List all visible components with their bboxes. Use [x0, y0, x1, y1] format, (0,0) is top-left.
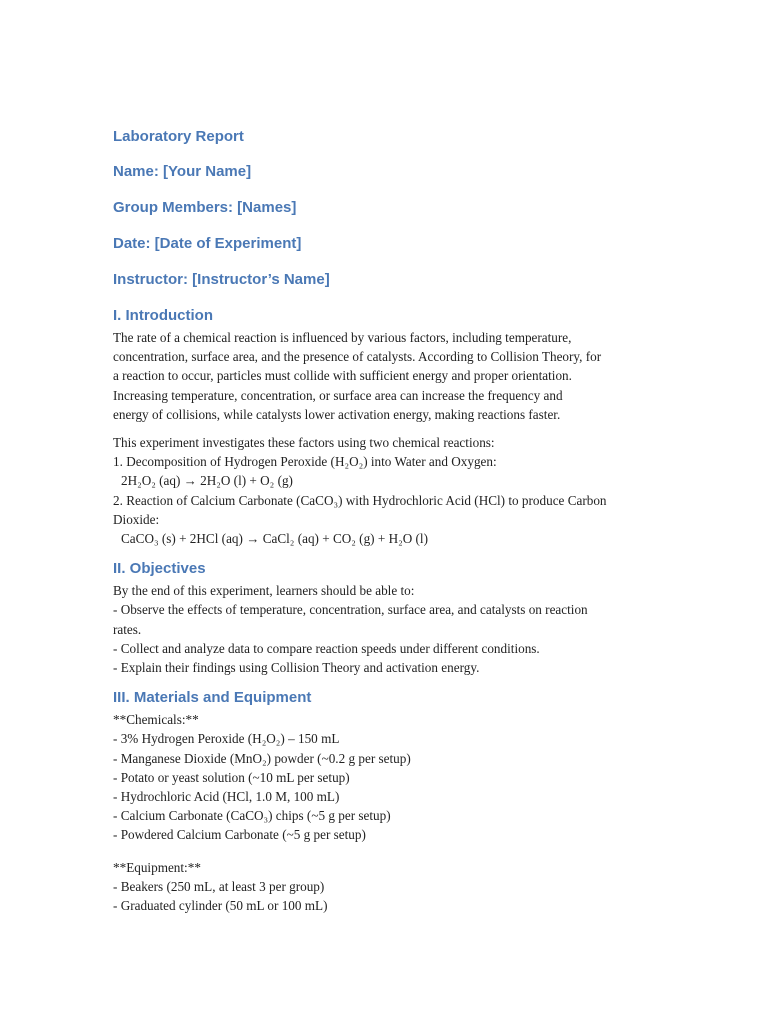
group-members-field: Group Members: [Names]: [113, 199, 297, 216]
objectives-list: [113, 581, 673, 677]
paragraph-line: The rate of a chemical reaction is influenced by various factors, including temperature,: [113, 330, 572, 345]
list-item: - Collect and analyze data to compare reaction speeds under different conditions.: [113, 640, 540, 656]
objectives-heading: II. Objectives: [113, 560, 206, 578]
reaction-2-description-cont: Dioxide:: [113, 511, 160, 527]
paragraph-line: energy of collisions, while catalysts lower activation energy, making reactions faster.: [113, 406, 561, 422]
materials-heading: III. Materials and Equipment: [113, 689, 312, 707]
reaction-1-description: 1. Decomposition of Hydrogen Peroxide (H₂O₂) into Water and Oxygen:: [113, 454, 497, 470]
list-item: - Observe the effects of temperature, concentration, surface area, and catalysts on reaction: [113, 602, 588, 618]
list-item: - Manganese Dioxide (MnO₂) powder (~0.2 g per setup): [113, 750, 411, 766]
list-item: - Beakers (250 mL, at least 3 per group): [113, 878, 325, 894]
list-item: - Hydrochloric Acid (HCl, 1.0 M, 100 mL): [113, 789, 340, 805]
introduction-paragraph: [113, 328, 673, 424]
list-item: rates.: [113, 621, 142, 637]
instructor-field: Instructor: [Instructor’s Name]: [113, 271, 330, 288]
equipment-label: **Equipment:**: [113, 859, 201, 875]
report-content: [113, 124, 673, 915]
list-item: - Graduated cylinder (50 mL or 100 mL): [113, 898, 328, 914]
chemicals-label: **Chemicals:**: [113, 712, 199, 728]
reaction-1-equation: 2H₂O₂ (aq) → 2H₂O (l) + O₂ (g): [121, 473, 293, 489]
list-item: - Calcium Carbonate (CaCO₃) chips (~5 g per setup): [113, 808, 391, 824]
reaction-2-equation: CaCO₃ (s) + 2HCl (aq) → CaCl₂ (aq) + CO₂ (g) + H₂O (l): [121, 531, 428, 547]
paragraph-line: Increasing temperature, concentration, or surface area can increase the frequency and: [113, 387, 563, 403]
chemicals-list: [113, 710, 673, 844]
paragraph-line: concentration, surface area, and the presence of catalysts. According to Collision Theory, for: [113, 349, 602, 365]
reactions-paragraph: [113, 433, 673, 548]
list-item: - 3% Hydrogen Peroxide (H₂O₂) – 150 mL: [113, 731, 340, 747]
list-item: By the end of this experiment, learners should be able to:: [113, 583, 415, 599]
equipment-list: [113, 858, 673, 916]
list-item: - Powdered Calcium Carbonate (~5 g per setup): [113, 827, 366, 843]
introduction-heading: I. Introduction: [113, 307, 213, 324]
date-field: Date: [Date of Experiment]: [113, 235, 302, 252]
reaction-2-description: 2. Reaction of Calcium Carbonate (CaCO₃) with Hydrochloric Acid (HCl) to produce Carbon: [113, 492, 607, 508]
paragraph-line: This experiment investigates these factors using two chemical reactions:: [113, 435, 495, 451]
name-field: Name: [Your Name]: [113, 163, 252, 180]
paragraph-line: a reaction to occur, particles must collide with sufficient energy and proper orientation.: [113, 368, 572, 384]
list-item: - Potato or yeast solution (~10 mL per setup): [113, 769, 350, 785]
report-title: Laboratory Report: [113, 128, 244, 145]
list-item: - Explain their findings using Collision Theory and activation energy.: [113, 660, 480, 676]
